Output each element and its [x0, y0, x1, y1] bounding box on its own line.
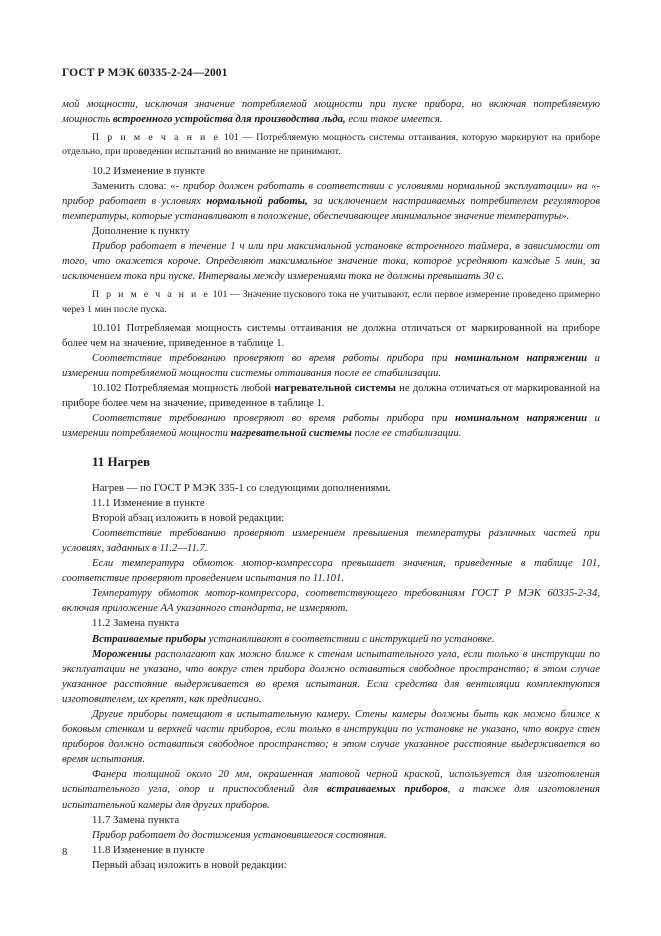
- paragraph-other-appliances: Другие приборы помещают в испытательную камеру. Стены камеры должны быть как можно ближе к боковым стенкам и верхней части приборов, если только в инструкции по установке не указано, что вокруг стен приборов должно оставаться свободное пространство; в этом случае указанное расстояние выдерживается во время испытания.: [62, 708, 600, 766]
- clause-10-101: 10.101 Потребляемая мощность системы оттаивания не должна отличаться от маркированной на приборе более чем на значение, приведенное в таблице 1.: [62, 321, 600, 349]
- heating-intro: Нагрев — по ГОСТ Р МЭК 335-1 со следующими дополнениями.: [92, 481, 391, 494]
- clause-11-2-heading: 11.2 Замена пункта: [92, 617, 180, 630]
- clause-10-2-heading: 10.2 Изменение в пункте: [92, 164, 205, 177]
- document-header: ГОСТ Р МЭК 60335-2-24—2001: [62, 67, 228, 79]
- section-11-heading: 11 Нагрев: [92, 453, 151, 469]
- clause-11-1-heading: 11.1 Изменение в пункте: [92, 496, 205, 509]
- clause-10-102: 10.102 Потребляемая мощность любой нагревательной системы не должна отличаться от маркированной на приборе более чем на значение, приведенное в таблице 1.: [62, 382, 601, 410]
- addition-heading: Дополнение к пункту: [92, 224, 190, 237]
- paragraph-plywood: Фанера толщиной около 20 мм, окрашенная матовой черной краской, используется для изготовления испытательного угла, опор и приспособлений для встраиваемых приборов, а также для изготовления испытательной камеры для других приборов.: [62, 768, 600, 811]
- paragraph-motor-compressor: Температуру обмоток мотор-компрессора, соответствующего требованиям ГОСТ Р МЭК 60335-2-34, включая приложение АА указанного стандарта, не измеряют.: [62, 587, 600, 615]
- note-101-start-current: П р и м е ч а н и е 101 — Значение пускового тока не учитывают, если первое измерение проведено примерно через 1 мин после пуска.: [62, 289, 601, 315]
- page-number: 8: [62, 847, 68, 858]
- paragraph-motor-temperature: Если температура обмоток мотор-компрессора превышает значения, приведенные в таблице 101, соответствие проверяют проведением испытания по 11.101.: [62, 557, 600, 585]
- paragraph-check-heating-system: Соответствие требованию проверяют во время работы прибора при номинальном напряжении и измерении потребляемой мощности нагревательной системы после ее стабилизации.: [62, 412, 600, 440]
- document-body: [62, 97, 600, 873]
- clause-11-7-heading: 11.7 Замена пункта: [92, 813, 180, 826]
- paragraph-power-continued: мой мощности, исключая значение потребляемой мощности при пуске прибора, но включая потребляемую мощность встроенного устройства для производства льда, если такое имеется.: [62, 98, 600, 126]
- paragraph-check-temperature-rise: Соответствие требованию проверяют измерением превышения температуры различных частей при условиях, заданных в 11.2—11.7.: [62, 526, 600, 554]
- paragraph-replace-words: Заменить слова: «- прибор должен работать в соответствии с условиями нормальной эксплуатации» на «- прибор работает в условиях нормальной работы, за исключением настраиваемых потребителем регуляторов температуры, которые устанавливают в положение, обеспечивающее минимальное значение температуры».: [62, 179, 601, 222]
- paragraph-freezers: Морожениы располагают как можно ближе к стенам испытательного угла, если только в инструкции по эксплуатации не указано, что вокруг стен прибора должно оставаться свободное пространство; в этом случае указанное расстояние выдерживается во время испытания. Если средства для вентиляции комплектуются изготовителем, их крепят, как предписано.: [62, 647, 600, 705]
- note-101-defrost: П р и м е ч а н и е 101 — Потребляемую мощность системы оттаивания, которую маркируют на приборе отдельно, при проведении испытаний во внимание не принимают.: [62, 132, 600, 158]
- paragraph-steady-state: Прибор работает до достижения установившегося состояния.: [92, 828, 387, 841]
- second-paragraph-instruction: Второй абзац изложить в новой редакции:: [92, 511, 285, 524]
- paragraph-timer: Прибор работает в течение 1 ч или при максимальной установке встроенного таймера, в зависимости от того, что окажется короче. Определяют максимальное значение тока, которое усредняют каждые 5 мин, за исключением тока при пуске. Интервалы между измерениями тока не должны превышать 30 с.: [62, 240, 600, 283]
- clause-11-8-heading: 11.8 Изменение в пункте: [92, 843, 205, 856]
- paragraph-check-defrost: Соответствие требованию проверяют во время работы прибора при номинальном напряжении и измерении потребляемой мощности системы оттаивания после ее стабилизации.: [62, 351, 600, 380]
- paragraph-builtin-appliances: Встраиваемые приборы устанавливают в соответствии с инструкцией по установке.: [92, 632, 495, 645]
- first-paragraph-instruction: Первый абзац изложить в новой редакции:: [92, 858, 287, 871]
